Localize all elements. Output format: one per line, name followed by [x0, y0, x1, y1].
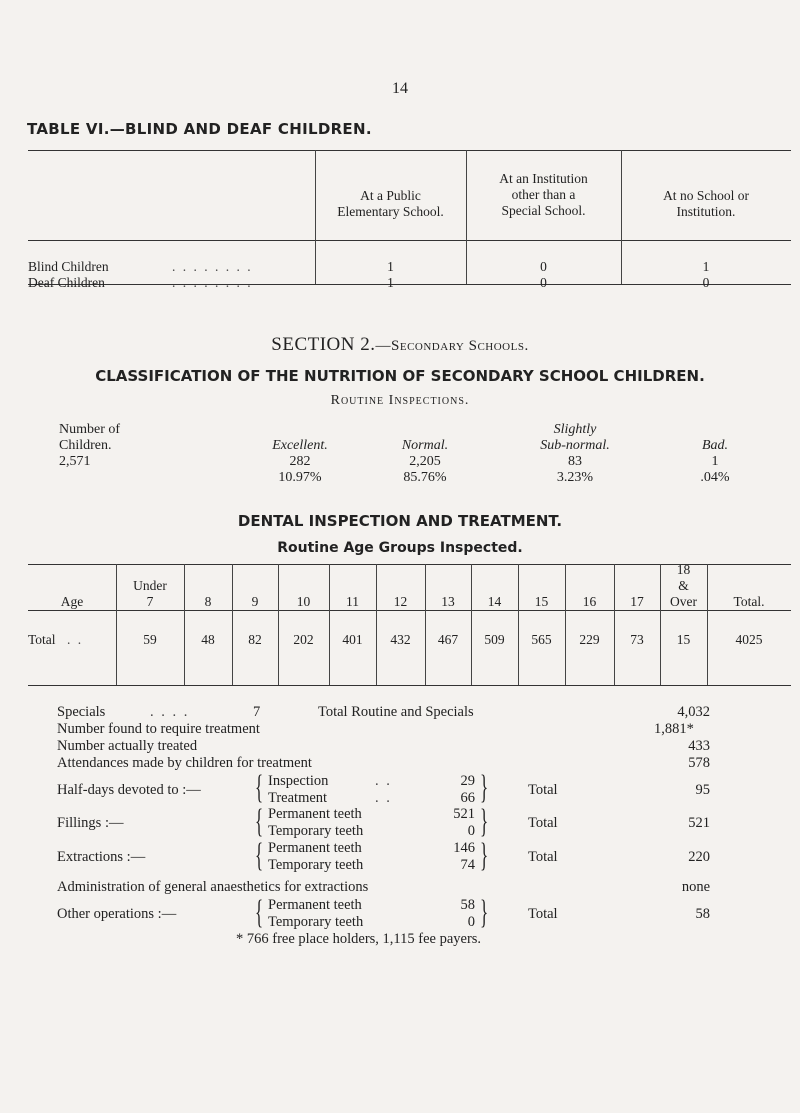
- section-title: [0, 334, 800, 356]
- found-label: Number found to require treatment: [57, 721, 260, 737]
- normal-column: [385, 438, 465, 486]
- normal-percent: 85.76%: [403, 470, 447, 485]
- total-17: 73: [630, 632, 644, 647]
- extractions-total-label: Total: [528, 849, 558, 865]
- age-16-header: 16: [582, 594, 597, 609]
- blind-institution: 0: [540, 259, 547, 274]
- fillings-label: Fillings :—: [57, 815, 124, 831]
- right-brace-icon: }: [480, 769, 489, 806]
- deaf-institution: 0: [540, 275, 547, 290]
- extractions-temporary-label: Temporary teeth: [268, 857, 364, 873]
- sub-normal-column: [520, 422, 630, 486]
- normal-count: 2,205: [409, 454, 441, 469]
- deaf-no-school: 0: [702, 275, 710, 290]
- left-brace-icon: {: [255, 803, 264, 840]
- total-row-label-text: Total: [28, 632, 56, 647]
- slightly-header: Slightly: [553, 422, 597, 437]
- leader-dots: . .: [375, 790, 392, 806]
- total-11: 401: [342, 632, 363, 647]
- total-15: 565: [531, 632, 552, 647]
- age-18-over-header: [660, 562, 707, 610]
- number-of-children-value: 2,571: [59, 454, 91, 469]
- other-permanent-value: 58: [460, 897, 475, 913]
- other-temporary-label: Temporary teeth: [268, 914, 364, 930]
- routine-age-groups-title: Routine Age Groups Inspected.: [277, 540, 523, 556]
- label-line: Children.: [59, 438, 112, 453]
- age-8-header: 8: [204, 594, 212, 609]
- sub-normal-header: Sub-normal.: [540, 438, 610, 453]
- total-row-label: [28, 632, 116, 648]
- specials-label: Specials: [57, 704, 106, 720]
- col-header-line: Special School.: [501, 203, 586, 218]
- row-label-deaf: [28, 275, 105, 291]
- leader-dots: . . . . . . . .: [172, 275, 253, 290]
- age-header: Age: [60, 594, 84, 609]
- total-under-7: 59: [143, 632, 157, 647]
- label-line: Number of: [59, 422, 121, 437]
- total-routine-value: 4,032: [677, 704, 710, 720]
- right-brace-icon: }: [480, 803, 489, 840]
- anaesthetics-value: none: [681, 879, 710, 895]
- age-10-header: 10: [296, 594, 311, 609]
- fillings-total-label: Total: [528, 815, 558, 831]
- table-vi-title: TABLE VI.—BLIND AND DEAF CHILDREN.: [27, 120, 372, 138]
- treated-value: 433: [688, 738, 710, 754]
- total-18-over: 15: [676, 632, 691, 647]
- age-15-header: 15: [534, 594, 549, 609]
- fillings-total: 521: [688, 815, 710, 831]
- left-brace-icon: {: [255, 769, 264, 806]
- col-header-line: Elementary School.: [337, 204, 444, 219]
- excellent-header: Excellent.: [272, 438, 328, 453]
- fillings-permanent-value: 521: [453, 806, 475, 822]
- fillings-temporary-label: Temporary teeth: [268, 823, 364, 839]
- extractions-total: 220: [688, 849, 710, 865]
- age-under-7-header: [116, 578, 184, 610]
- row-label-blind: [28, 259, 109, 275]
- col-header-no-school: [621, 188, 791, 220]
- found-value: 1,881*: [654, 721, 694, 737]
- left-brace-icon: {: [255, 837, 264, 874]
- col-header-line: At a Public: [360, 188, 421, 203]
- col-header-line: At an Institution: [499, 171, 588, 186]
- page-number: 14: [392, 80, 408, 97]
- dental-age-table: [28, 564, 791, 686]
- col-header-line: Institution.: [676, 204, 736, 219]
- excellent-percent: 10.97%: [278, 470, 322, 485]
- other-total: 58: [695, 906, 710, 922]
- footnote: * 766 free place holders, 1,115 fee payers.: [236, 931, 482, 947]
- treated-label: Number actually treated: [57, 738, 198, 754]
- anaesthetics-label: Administration of general anaesthetics for extractions: [57, 879, 369, 895]
- routine-inspections-title: Routine Inspections.: [330, 393, 470, 408]
- bad-count: 1: [711, 454, 719, 469]
- header-line: 7: [146, 594, 154, 609]
- section-name: —Secondary Schools.: [375, 338, 529, 354]
- blind-no-school: 1: [702, 259, 710, 274]
- leader-dots: . .: [66, 632, 84, 647]
- col-header-line: other than a: [511, 187, 576, 202]
- total-14: 509: [484, 632, 505, 647]
- number-of-children-label: [59, 422, 120, 470]
- normal-header: Normal.: [401, 438, 449, 453]
- row-label-text: Deaf Children: [28, 275, 105, 290]
- sub-normal-percent: 3.23%: [556, 470, 594, 485]
- fillings-permanent-label: Permanent teeth: [268, 806, 362, 822]
- section-number: SECTION 2.: [271, 334, 376, 355]
- total-9: 82: [248, 632, 262, 647]
- attendances-label: Attendances made by children for treatment: [57, 755, 312, 771]
- extractions-label: Extractions :—: [57, 849, 146, 865]
- total-header: Total.: [733, 594, 765, 609]
- blind-deaf-table: [28, 150, 791, 290]
- leader-dots: . .: [375, 773, 392, 789]
- excellent-column: [260, 438, 340, 486]
- extractions-permanent-value: 146: [453, 840, 475, 856]
- deaf-public: 1: [387, 275, 394, 290]
- dental-title: DENTAL INSPECTION AND TREATMENT.: [237, 512, 563, 530]
- total-routine-label: Total Routine and Specials: [318, 704, 474, 720]
- age-12-header: 12: [393, 594, 408, 609]
- age-13-header: 13: [441, 594, 455, 609]
- attendances-value: 578: [688, 755, 710, 771]
- total-16: 229: [579, 632, 600, 647]
- half-days-total-label: Total: [528, 782, 558, 798]
- row-label-text: Blind Children: [28, 259, 109, 274]
- treatment-value: 66: [460, 790, 475, 806]
- extractions-permanent-label: Permanent teeth: [268, 840, 362, 856]
- age-11-header: 11: [346, 594, 359, 609]
- header-line: &: [678, 578, 689, 593]
- leader-dots: . . . .: [150, 704, 190, 720]
- inspection-label: Inspection: [268, 773, 329, 789]
- right-brace-icon: }: [480, 894, 489, 931]
- total-8: 48: [201, 632, 215, 647]
- right-brace-icon: }: [480, 837, 489, 874]
- specials-count: 7: [253, 704, 261, 720]
- age-17-header: 17: [630, 594, 644, 609]
- header-line: Under: [133, 578, 167, 593]
- blind-public: 1: [387, 259, 394, 274]
- col-header-line: At no School or: [663, 188, 749, 203]
- bad-column: [690, 438, 740, 486]
- other-permanent-label: Permanent teeth: [268, 897, 362, 913]
- bad-header: Bad.: [701, 438, 729, 453]
- other-total-label: Total: [528, 906, 558, 922]
- other-temporary-value: 0: [467, 914, 475, 930]
- total-12: 432: [390, 632, 411, 647]
- header-line: Over: [670, 594, 697, 609]
- extractions-temporary-value: 74: [460, 857, 475, 873]
- col-header-public-elementary: [315, 188, 466, 220]
- age-9-header: 9: [251, 594, 259, 609]
- leader-dots: . . . . . . . .: [172, 259, 253, 274]
- other-operations-label: Other operations :—: [57, 906, 177, 922]
- total-all: 4025: [735, 632, 763, 647]
- fillings-temporary-value: 0: [467, 823, 475, 839]
- sub-normal-count: 83: [568, 454, 582, 469]
- total-13: 467: [437, 632, 459, 647]
- header-line: 18: [676, 562, 691, 577]
- col-header-institution: [466, 171, 621, 219]
- excellent-count: 282: [289, 454, 311, 469]
- inspection-value: 29: [460, 773, 475, 789]
- age-14-header: 14: [487, 594, 502, 609]
- bad-percent: .04%: [700, 470, 730, 485]
- left-brace-icon: {: [255, 894, 264, 931]
- treatment-label: Treatment: [268, 790, 328, 806]
- total-10: 202: [293, 632, 314, 647]
- half-days-label: Half-days devoted to :—: [57, 782, 201, 798]
- classification-title: CLASSIFICATION OF THE NUTRITION OF SECONDARY SCHOOL CHILDREN.: [95, 367, 705, 385]
- half-days-total: 95: [695, 782, 710, 798]
